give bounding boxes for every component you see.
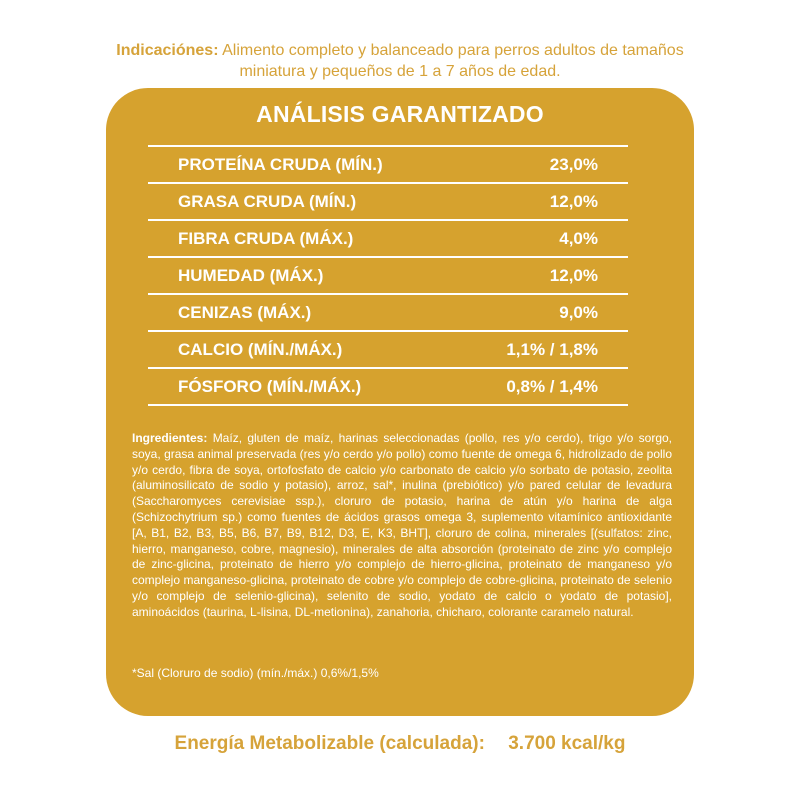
analysis-row-value: 0,8% / 1,4% bbox=[506, 376, 598, 396]
analysis-row bbox=[148, 332, 628, 369]
analysis-row-label: CALCIO (MÍN./MÁX.) bbox=[178, 339, 343, 359]
analysis-row-value: 1,1% / 1,8% bbox=[506, 339, 598, 359]
analysis-row-label: HUMEDAD (MÁX.) bbox=[178, 265, 324, 285]
analysis-row bbox=[148, 221, 628, 258]
analysis-row bbox=[148, 258, 628, 295]
analysis-row-value: 12,0% bbox=[549, 191, 598, 211]
ingredients-body: Maíz, gluten de maíz, harinas seleccionadas (pollo, res y/o cerdo), trigo y/o sorgo, soya, grasa animal preservada (res y/o cerdo y/o pollo) como fuente de omega 6, hidrolizado de pollo y/o cerdo, fibra de soya, ortofosfato de calcio y/o carbonato de calcio y/o sorbato de potasio, zeolita (aluminosilicato de sodio y potasio), arroz, sal*, inulina (prebiótico) y/o pared celular de levadura (Saccharomyces cerevisiae ssp.), cloruro de potasio, harina de atún y/o harina de alga (Schizochytrium sp.) como fuentes de ácidos grasos omega 3, suplemento vitamínico antioxidante [A, B1, B2, B3, B5, B6, B7, B9, B12, D3, E, K3, BHT], cloruro de colina, minerales [(sulfatos: zinc, hierro, manganeso, cobre, magnesio), minerales de alta absorción (proteinato de zinc y/o complejo de zinc-glicina, proteinato de hierro y/o complejo de hierro-glicina, proteinato de manganeso y/o complejo manganeso-glicina, proteinato de cobre y/o complejo de cobre-glicina, proteinato de selenio y/o complejo de selenio-glicina), selenito de sodio, yodato de calcio o yodato de potasio], aminoácidos (taurina, L-lisina, DL-metionina), zanahoria, chicharo, colorante caramelo natural. bbox=[132, 431, 673, 619]
indications-text bbox=[100, 40, 700, 82]
analysis-row-value: 12,0% bbox=[549, 265, 598, 285]
analysis-row-value: 23,0% bbox=[549, 154, 598, 174]
analysis-title: ANÁLISIS GARANTIZADO bbox=[256, 101, 544, 127]
analysis-row-label: PROTEÍNA CRUDA (MÍN.) bbox=[178, 154, 383, 174]
analysis-row bbox=[148, 295, 628, 332]
analysis-row-value: 4,0% bbox=[559, 228, 598, 248]
analysis-row-label: FIBRA CRUDA (MÁX.) bbox=[178, 228, 354, 248]
analysis-row-label: FÓSFORO (MÍN./MÁX.) bbox=[178, 376, 362, 396]
analysis-row bbox=[148, 184, 628, 221]
analysis-row bbox=[148, 147, 628, 184]
salt-footnote: *Sal (Cloruro de sodio) (mín./máx.) 0,6%/1,5% bbox=[132, 666, 379, 680]
ingredients-text bbox=[132, 431, 672, 621]
energy-label: Energía Metabolizable (calculada): bbox=[174, 733, 485, 754]
nutrition-panel bbox=[106, 88, 694, 716]
energy-line bbox=[0, 733, 800, 755]
ingredients-label: Ingredientes: bbox=[132, 431, 208, 445]
analysis-row-value: 9,0% bbox=[559, 302, 598, 322]
analysis-table bbox=[148, 145, 628, 406]
analysis-row-label: CENIZAS (MÁX.) bbox=[178, 302, 312, 322]
analysis-row-label: GRASA CRUDA (MÍN.) bbox=[178, 191, 357, 211]
indications-body: Alimento completo y balanceado para perros adultos de tamaños miniatura y pequeños de 1 a 7 años de edad. bbox=[222, 42, 684, 80]
energy-value: 3.700 kcal/kg bbox=[508, 733, 626, 754]
analysis-row bbox=[148, 369, 628, 406]
indications-label: Indicaciónes: bbox=[116, 42, 219, 59]
